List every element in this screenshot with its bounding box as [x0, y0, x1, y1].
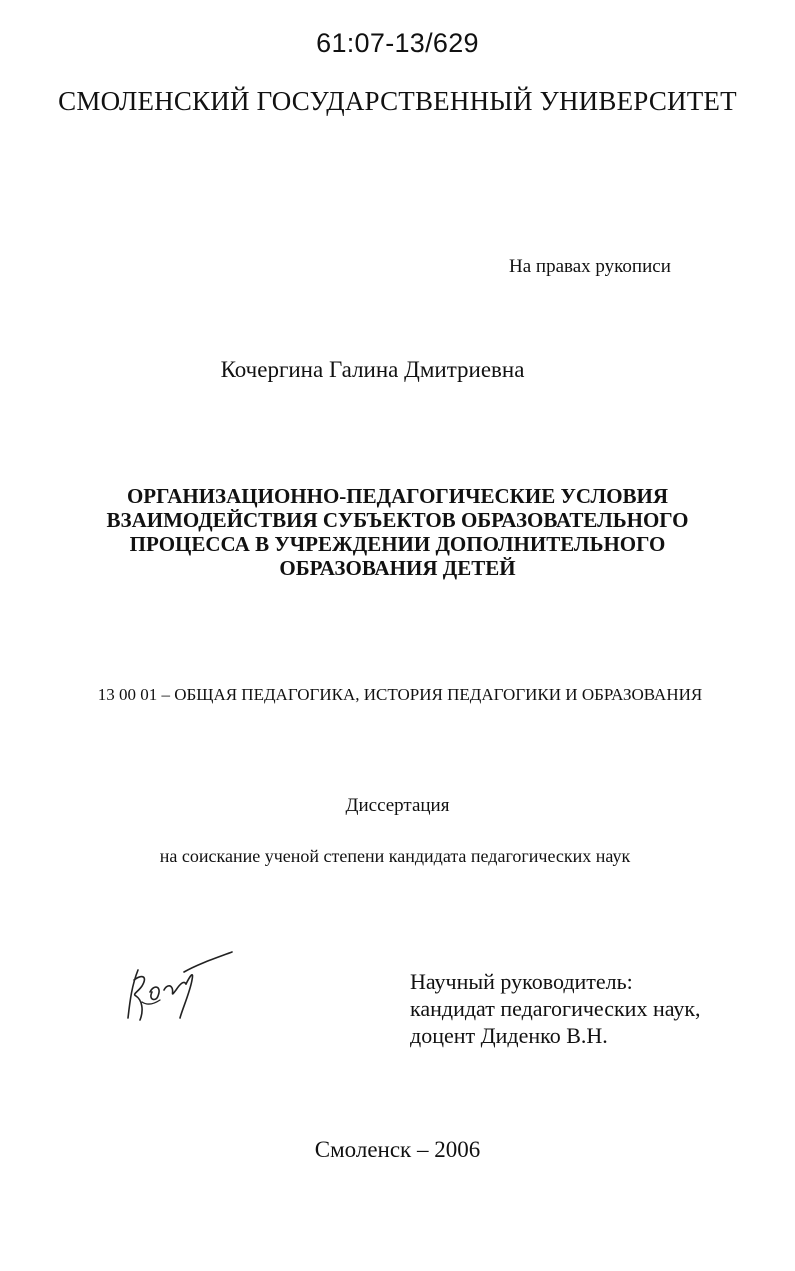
- author-name: Кочергина Галина Дмитриевна: [220, 357, 525, 382]
- title-line: ОБРАЗОВАНИЯ ДЕТЕЙ: [279, 556, 516, 580]
- dissertation-title: [0, 484, 795, 580]
- supervisor-name: доцент Диденко В.Н.: [410, 1023, 608, 1048]
- title-line: ОРГАНИЗАЦИОННО-ПЕДАГОГИЧЕСКИЕ УСЛОВИЯ: [126, 484, 669, 508]
- work-type: Диссертация: [345, 795, 450, 816]
- supervisor-degree: кандидат педагогических наук,: [410, 996, 701, 1021]
- title-line: ВЗАИМОДЕЙСТВИЯ СУБЪЕКТОВ ОБРАЗОВАТЕЛЬНОГО: [106, 508, 689, 532]
- catalog-code: 61:07-13/629: [316, 28, 479, 58]
- supervisor-block: [410, 968, 701, 1049]
- signature-icon: [120, 940, 240, 1035]
- university-name: СМОЛЕНСКИЙ ГОСУДАРСТВЕННЫЙ УНИВЕРСИТЕТ: [58, 86, 737, 116]
- degree-statement: на соискание ученой степени кандидата педагогических наук: [159, 846, 631, 866]
- specialty-code: 13 00 01 – ОБЩАЯ ПЕДАГОГИКА, ИСТОРИЯ ПЕДАГОГИКИ И ОБРАЗОВАНИЯ: [97, 685, 703, 704]
- city-year: Смоленск – 2006: [314, 1137, 481, 1162]
- title-line: ПРОЦЕССА В УЧРЕЖДЕНИИ ДОПОЛНИТЕЛЬНОГО: [129, 532, 666, 556]
- supervisor-label: Научный руководитель:: [410, 969, 633, 994]
- rights-note: На правах рукописи: [509, 256, 671, 277]
